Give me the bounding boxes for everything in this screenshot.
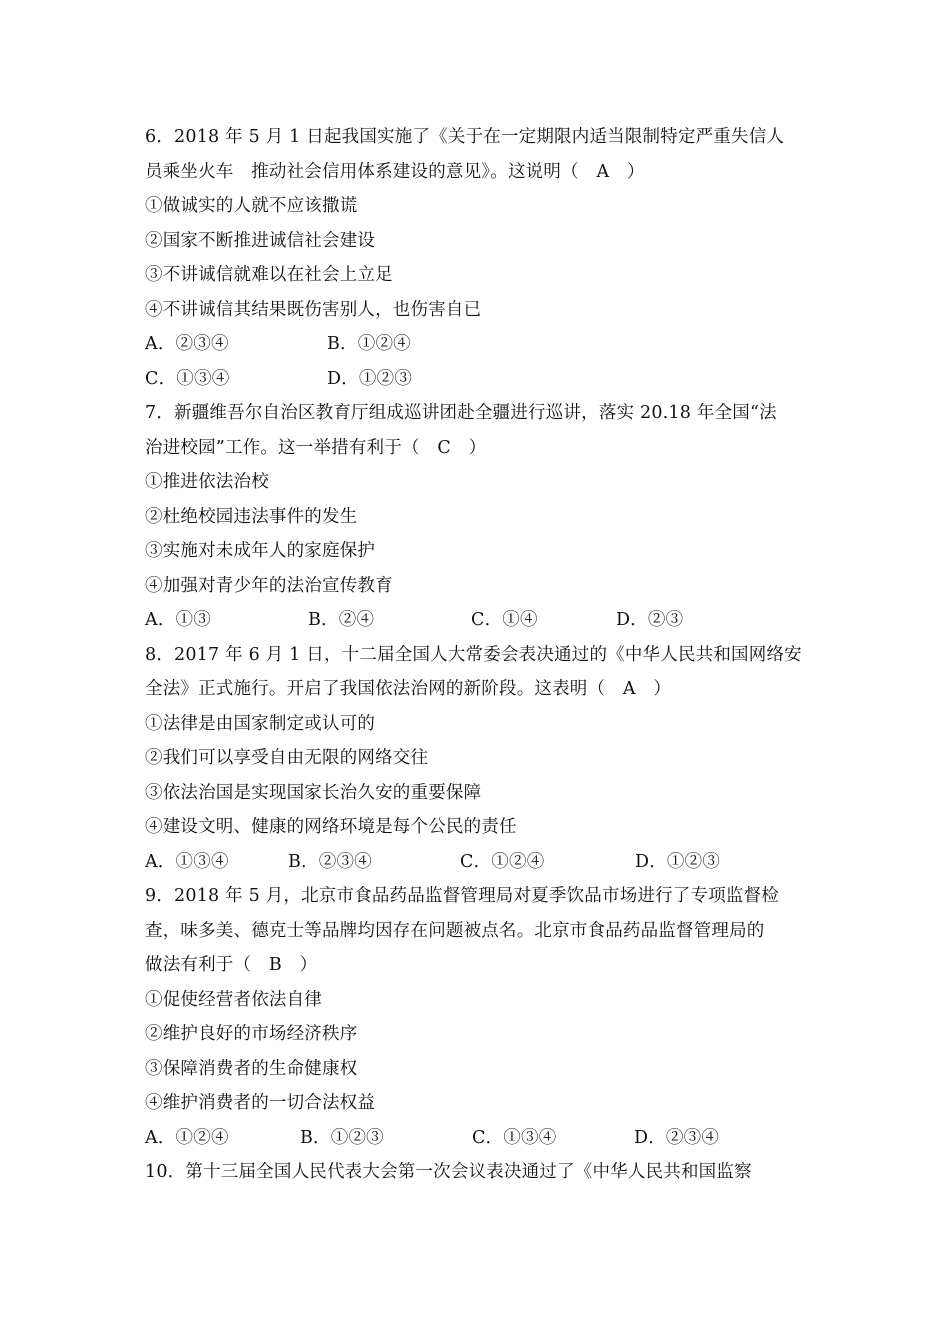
answer-options-row bbox=[145, 1121, 810, 1156]
statement-item: ④建设文明、健康的网络环境是每个公民的责任 bbox=[145, 817, 517, 837]
answer-option-b: B．①②③ bbox=[300, 1127, 384, 1148]
answer-option-c: C．①④ bbox=[471, 610, 538, 630]
statement-item: ③依法治国是实现国家长治久安的重要保障 bbox=[145, 782, 482, 803]
answer-option-b: B．②③④ bbox=[288, 851, 372, 872]
answer-option-c: C．①②④ bbox=[460, 851, 545, 872]
answer-option-a: A．①②④ bbox=[145, 1127, 229, 1148]
question-stem-line: 治进校园”工作。这一举措有利于（ C ） bbox=[145, 437, 487, 458]
answer-option-a: A．①③ bbox=[145, 610, 211, 630]
answer-options-row bbox=[145, 327, 810, 362]
question-6 bbox=[145, 120, 810, 396]
question-stem-line: 6．2018 年 5 月 1 日起我国实施了《关于在一定期限内适当限制特定严重失信人 bbox=[145, 127, 785, 147]
statement-item: ②国家不断推进诚信社会建设 bbox=[145, 230, 376, 251]
statement-item: ②杜绝校园违法事件的发生 bbox=[145, 506, 358, 527]
answer-option-d: D．①②③ bbox=[327, 368, 413, 389]
answer-option-a: A．②③④ bbox=[145, 334, 229, 354]
answer-option-d: D．①②③ bbox=[635, 851, 721, 872]
statement-item: ①做诚实的人就不应该撒谎 bbox=[145, 196, 358, 216]
answer-option-c: C．①③④ bbox=[472, 1127, 557, 1148]
statement-item: ②维护良好的市场经济秩序 bbox=[145, 1024, 358, 1044]
answer-options-row bbox=[145, 845, 810, 880]
answer-option-c: C．①③④ bbox=[145, 368, 230, 389]
question-stem-line: 全法》正式施行。开启了我国依法治网的新阶段。这表明（ A ） bbox=[145, 679, 672, 699]
question-stem-line: 8．2017 年 6 月 1 日，十二届全国人大常委会表决通过的《中华人民共和国网络安 bbox=[145, 644, 802, 665]
statement-item: ④维护消费者的一切合法权益 bbox=[145, 1093, 376, 1113]
question-stem-line: 员乘坐火车 推动社会信用体系建设的意见》。这说明（ A ） bbox=[145, 161, 645, 182]
question-stem-line: 做法有利于（ B ） bbox=[145, 955, 318, 975]
answer-option-b: B．①②④ bbox=[327, 334, 411, 354]
question-stem-line: 查，味多美、德克士等品牌均因存在问题被点名。北京市食品药品监督管理局的 bbox=[145, 920, 765, 941]
statement-item: ③实施对未成年人的家庭保护 bbox=[145, 541, 376, 561]
statement-item: ③保障消费者的生命健康权 bbox=[145, 1058, 358, 1079]
question-8 bbox=[145, 638, 810, 880]
statement-item: ④加强对青少年的法治宣传教育 bbox=[145, 575, 393, 596]
statement-item: ②我们可以享受自由无限的网络交往 bbox=[145, 748, 429, 768]
answer-option-b: B．②④ bbox=[308, 610, 375, 630]
question-stem-line: 9．2018 年 5 月，北京市食品药品监督管理局对夏季饮品市场进行了专项监督检 bbox=[145, 886, 779, 906]
question-9 bbox=[145, 879, 810, 1155]
question-10 bbox=[145, 1155, 810, 1190]
answer-options-row bbox=[145, 603, 810, 638]
answer-option-a: A．①③④ bbox=[145, 851, 229, 872]
statement-item: ④不讲诚信其结果既伤害别人，也伤害自已 bbox=[145, 299, 482, 320]
statement-item: ①法律是由国家制定或认可的 bbox=[145, 713, 376, 734]
statement-item: ①促使经营者依法自律 bbox=[145, 989, 322, 1010]
question-7 bbox=[145, 396, 810, 638]
statement-item: ①推进依法治校 bbox=[145, 472, 269, 492]
exam-page bbox=[145, 120, 810, 1190]
question-stem-line: 10．第十三届全国人民代表大会第一次会议表决通过了《中华人民共和国监察 bbox=[145, 1162, 752, 1182]
statement-item: ③不讲诚信就难以在社会上立足 bbox=[145, 265, 393, 285]
answer-option-d: D．②③ bbox=[616, 610, 684, 630]
answer-option-d: D．②③④ bbox=[634, 1127, 720, 1148]
answer-options-row bbox=[145, 362, 810, 397]
question-stem-line: 7．新疆维吾尔自治区教育厅组成巡讲团赴全疆进行巡讲，落实 20.18 年全国“法 bbox=[145, 403, 777, 423]
